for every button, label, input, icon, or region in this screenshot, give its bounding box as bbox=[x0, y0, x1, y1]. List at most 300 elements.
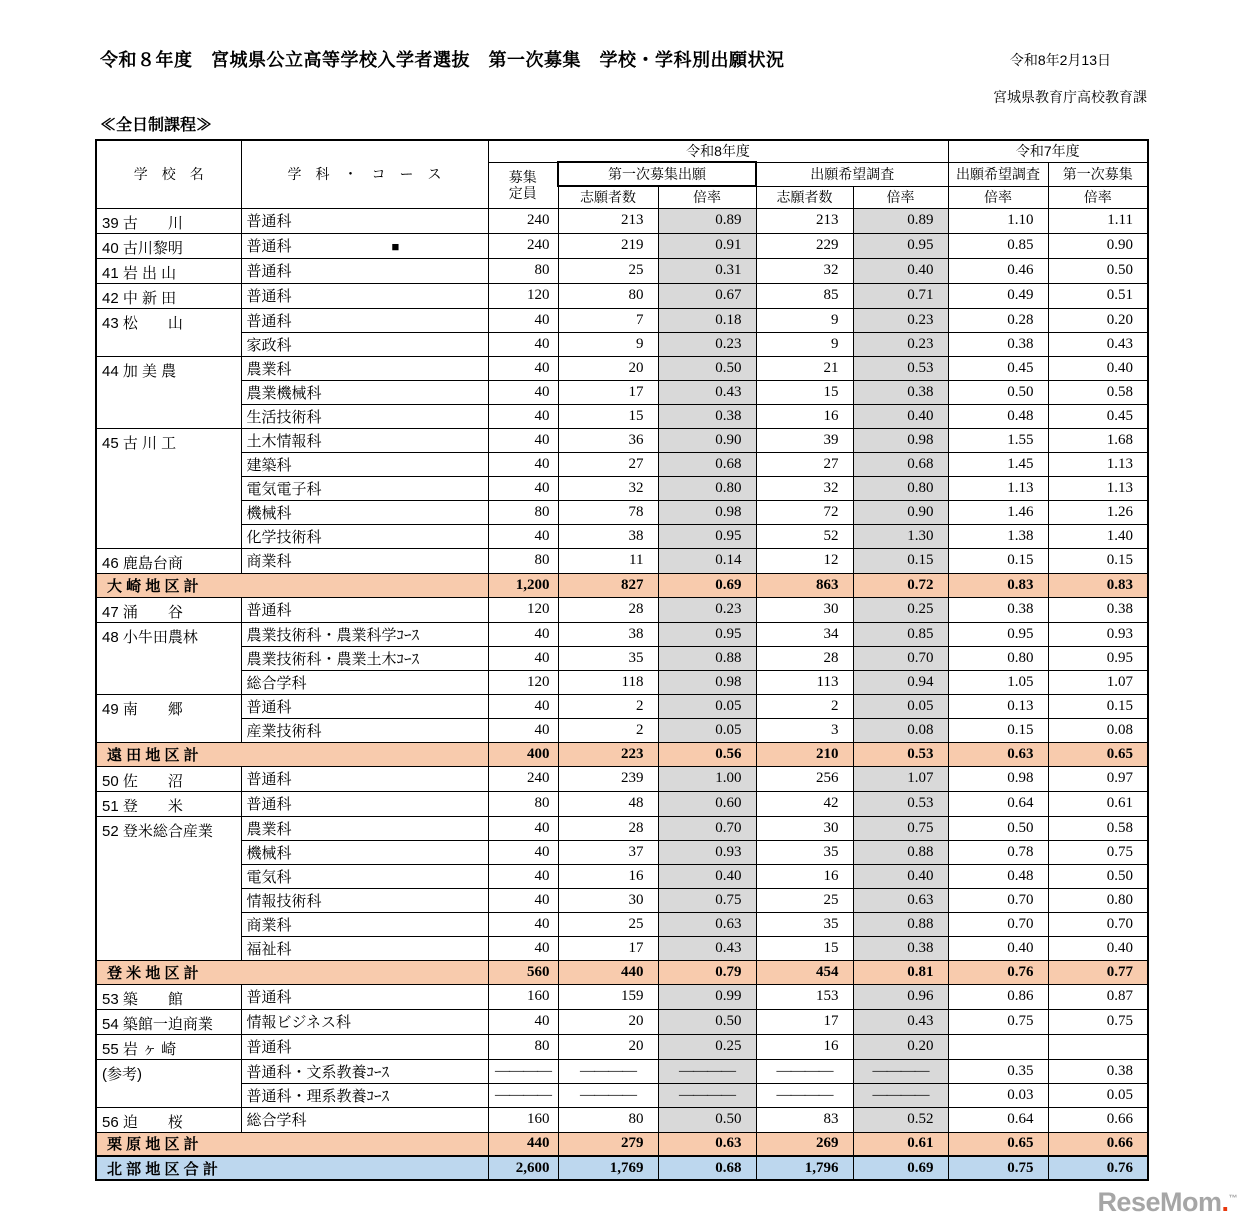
r7-first-ratio-cell: 0.15 bbox=[1048, 548, 1148, 573]
r7-survey-ratio-cell: 0.49 bbox=[948, 283, 1048, 308]
applicants-survey-cell: 35 bbox=[756, 840, 853, 864]
table-row bbox=[96, 308, 1148, 332]
header-course: 学 科 ・ コ ー ス bbox=[241, 140, 488, 208]
ratio-survey-cell: 0.85 bbox=[853, 622, 948, 646]
header-r7-first-ratio: 倍率 bbox=[1048, 186, 1148, 208]
document-date: 令和8年2月13日 bbox=[1009, 52, 1111, 68]
ratio-first-cell: 0.68 bbox=[658, 452, 756, 476]
ratio-first-cell: 0.88 bbox=[658, 646, 756, 670]
school-name-cell: 55 岩 ヶ 崎 bbox=[96, 1034, 241, 1059]
r7-survey-ratio-cell: 1.38 bbox=[948, 524, 1048, 548]
ratio-first-cell: 0.23 bbox=[658, 597, 756, 622]
course-cell: 土木情報科 bbox=[241, 428, 488, 452]
table-row bbox=[96, 1034, 1148, 1059]
capacity-cell: ―――― bbox=[488, 1083, 558, 1107]
total-label-cell: 栗 原 地 区 計 bbox=[96, 1132, 488, 1156]
table-header bbox=[96, 140, 1148, 208]
applicants-survey-cell: 52 bbox=[756, 524, 853, 548]
applicants-survey-cell: 85 bbox=[756, 283, 853, 308]
capacity-cell: 40 bbox=[488, 694, 558, 718]
school-name-cell: 43 松 山 bbox=[96, 308, 241, 356]
course-cell: 普通科 bbox=[241, 766, 488, 791]
applicants-survey-cell: 83 bbox=[756, 1107, 853, 1132]
capacity-cell: 2,600 bbox=[488, 1156, 558, 1180]
ratio-first-cell: 0.50 bbox=[658, 356, 756, 380]
r7-survey-ratio-cell: 0.65 bbox=[948, 1132, 1048, 1156]
header-capacity-line2: 定員 bbox=[508, 185, 537, 201]
r7-survey-ratio-cell: 0.45 bbox=[948, 356, 1048, 380]
ratio-survey-cell: 0.68 bbox=[853, 452, 948, 476]
table-row bbox=[96, 428, 1148, 452]
r7-survey-ratio-cell: 0.70 bbox=[948, 912, 1048, 936]
applicants-first-cell: 17 bbox=[558, 936, 658, 960]
school-name-cell: 48 小牛田農林 bbox=[96, 622, 241, 694]
ratio-first-cell: 0.63 bbox=[658, 1132, 756, 1156]
ratio-survey-cell: 0.61 bbox=[853, 1132, 948, 1156]
ratio-survey-cell: 0.52 bbox=[853, 1107, 948, 1132]
table-row bbox=[96, 984, 1148, 1009]
course-cell: 普通科 bbox=[241, 258, 488, 283]
applicants-survey-cell: 16 bbox=[756, 404, 853, 428]
applicants-survey-cell: 12 bbox=[756, 548, 853, 573]
capacity-cell: 80 bbox=[488, 500, 558, 524]
applicants-first-cell: 20 bbox=[558, 1009, 658, 1034]
table-row bbox=[96, 622, 1148, 646]
r7-first-ratio-cell: 0.80 bbox=[1048, 888, 1148, 912]
r7-survey-ratio-cell: 0.15 bbox=[948, 548, 1048, 573]
ratio-first-cell: 0.70 bbox=[658, 816, 756, 840]
capacity-cell: ―――― bbox=[488, 1059, 558, 1083]
r7-survey-ratio-cell: 0.40 bbox=[948, 936, 1048, 960]
header-wish-survey: 出願希望調査 bbox=[756, 162, 948, 186]
ratio-first-cell: 0.05 bbox=[658, 694, 756, 718]
r7-first-ratio-cell: 0.90 bbox=[1048, 233, 1148, 258]
r7-survey-ratio-cell: 0.80 bbox=[948, 646, 1048, 670]
course-cell: 農業技術科・農業土木ｺｰｽ bbox=[241, 646, 488, 670]
applicants-first-cell: 28 bbox=[558, 597, 658, 622]
header-year-r8: 令和8年度 bbox=[488, 140, 948, 162]
ratio-survey-cell: 0.25 bbox=[853, 597, 948, 622]
course-cell: 普通科・理系教養ｺｰｽ bbox=[241, 1083, 488, 1107]
course-cell: 普通科 bbox=[241, 597, 488, 622]
resemom-logo-dot: . bbox=[1221, 1187, 1229, 1217]
applicants-first-cell: 239 bbox=[558, 766, 658, 791]
r7-first-ratio-cell: 1.13 bbox=[1048, 476, 1148, 500]
school-name-cell: 42 中 新 田 bbox=[96, 283, 241, 308]
ratio-survey-cell: 0.05 bbox=[853, 694, 948, 718]
school-name-cell: 46 鹿島台商 bbox=[96, 548, 241, 573]
capacity-cell: 240 bbox=[488, 766, 558, 791]
header-ratio-survey: 倍率 bbox=[853, 186, 948, 208]
ratio-survey-cell: 0.96 bbox=[853, 984, 948, 1009]
applicants-survey-cell: 30 bbox=[756, 816, 853, 840]
r7-first-ratio-cell: 1.40 bbox=[1048, 524, 1148, 548]
table-row bbox=[96, 1083, 1148, 1107]
applicants-first-cell: 38 bbox=[558, 524, 658, 548]
applicants-survey-cell: 72 bbox=[756, 500, 853, 524]
applicants-survey-cell: 30 bbox=[756, 597, 853, 622]
capacity-cell: 40 bbox=[488, 864, 558, 888]
course-cell: 普通科 bbox=[241, 694, 488, 718]
capacity-cell: 560 bbox=[488, 960, 558, 984]
r7-survey-ratio-cell: 0.63 bbox=[948, 742, 1048, 766]
course-cell: 普通科 bbox=[241, 791, 488, 816]
school-name-cell: 45 古 川 工 bbox=[96, 428, 241, 548]
table-row bbox=[96, 452, 1148, 476]
course-cell: 生活技術科 bbox=[241, 404, 488, 428]
r7-first-ratio-cell: 0.95 bbox=[1048, 646, 1148, 670]
ratio-survey-cell: 0.23 bbox=[853, 308, 948, 332]
school-name-cell: 53 築 館 bbox=[96, 984, 241, 1009]
applicants-survey-cell: 229 bbox=[756, 233, 853, 258]
district-total-row bbox=[96, 1132, 1148, 1156]
total-label-cell: 北 部 地 区 合 計 bbox=[96, 1156, 488, 1180]
section-label: ≪全日制課程≫ bbox=[100, 117, 213, 134]
application-status-table bbox=[95, 139, 1149, 1181]
applicants-first-cell: 32 bbox=[558, 476, 658, 500]
ratio-survey-cell: 0.80 bbox=[853, 476, 948, 500]
r7-first-ratio-cell: 0.43 bbox=[1048, 332, 1148, 356]
issuing-department: 宮城県教育庁高校教育課 bbox=[993, 89, 1147, 105]
applicants-survey-cell: 39 bbox=[756, 428, 853, 452]
school-name-cell: (参考) bbox=[96, 1059, 241, 1107]
ratio-first-cell: 0.95 bbox=[658, 622, 756, 646]
applicants-survey-cell: 32 bbox=[756, 258, 853, 283]
applicants-first-cell: 11 bbox=[558, 548, 658, 573]
course-cell: 農業科 bbox=[241, 816, 488, 840]
ratio-first-cell: 0.93 bbox=[658, 840, 756, 864]
ratio-survey-cell: 0.75 bbox=[853, 816, 948, 840]
course-cell: 商業科 bbox=[241, 912, 488, 936]
ratio-survey-cell: 0.98 bbox=[853, 428, 948, 452]
r7-first-ratio-cell: 0.40 bbox=[1048, 936, 1148, 960]
table-row bbox=[96, 332, 1148, 356]
applicants-first-cell: 440 bbox=[558, 960, 658, 984]
ratio-survey-cell: 0.94 bbox=[853, 670, 948, 694]
course-cell: 産業技術科 bbox=[241, 718, 488, 742]
applicants-first-cell: 30 bbox=[558, 888, 658, 912]
table-row bbox=[96, 816, 1148, 840]
ratio-first-cell: 0.23 bbox=[658, 332, 756, 356]
course-cell: 建築科 bbox=[241, 452, 488, 476]
course-cell: 機械科 bbox=[241, 500, 488, 524]
ratio-first-cell: 0.43 bbox=[658, 380, 756, 404]
ratio-survey-cell: 0.23 bbox=[853, 332, 948, 356]
ratio-first-cell: 1.00 bbox=[658, 766, 756, 791]
r7-first-ratio-cell bbox=[1048, 1034, 1148, 1059]
r7-survey-ratio-cell: 0.13 bbox=[948, 694, 1048, 718]
course-cell: 福祉科 bbox=[241, 936, 488, 960]
r7-first-ratio-cell: 0.70 bbox=[1048, 912, 1148, 936]
table-row bbox=[96, 233, 1148, 258]
course-cell: 情報ビジネス科 bbox=[241, 1009, 488, 1034]
r7-survey-ratio-cell: 0.35 bbox=[948, 1059, 1048, 1083]
total-label-cell: 大 崎 地 区 計 bbox=[96, 573, 488, 597]
course-cell: 家政科 bbox=[241, 332, 488, 356]
header-year-r7: 令和7年度 bbox=[948, 140, 1148, 162]
ratio-survey-cell: 0.72 bbox=[853, 573, 948, 597]
ratio-first-cell: 0.50 bbox=[658, 1107, 756, 1132]
ratio-first-cell: 0.40 bbox=[658, 864, 756, 888]
table-row bbox=[96, 888, 1148, 912]
r7-first-ratio-cell: 0.87 bbox=[1048, 984, 1148, 1009]
applicants-survey-cell: 16 bbox=[756, 864, 853, 888]
course-cell: 普通科 ■ bbox=[241, 233, 488, 258]
table-row bbox=[96, 646, 1148, 670]
applicants-survey-cell: 1,796 bbox=[756, 1156, 853, 1180]
ratio-survey-cell: 0.53 bbox=[853, 791, 948, 816]
applicants-first-cell: 37 bbox=[558, 840, 658, 864]
r7-survey-ratio-cell bbox=[948, 1034, 1048, 1059]
capacity-cell: 400 bbox=[488, 742, 558, 766]
capacity-cell: 40 bbox=[488, 428, 558, 452]
table-body bbox=[96, 208, 1148, 1180]
r7-first-ratio-cell: 0.66 bbox=[1048, 1107, 1148, 1132]
course-cell: 普通科 bbox=[241, 308, 488, 332]
r7-first-ratio-cell: 0.58 bbox=[1048, 816, 1148, 840]
document-meta bbox=[993, 50, 1147, 107]
applicants-first-cell: 2 bbox=[558, 694, 658, 718]
header-school-name: 学 校 名 bbox=[96, 140, 241, 208]
r7-survey-ratio-cell: 0.78 bbox=[948, 840, 1048, 864]
header-applicants-first: 志願者数 bbox=[558, 186, 658, 208]
resemom-trademark-icon: ™ bbox=[1228, 1193, 1237, 1203]
ratio-survey-cell: 0.53 bbox=[853, 742, 948, 766]
school-name-cell: 56 迫 桜 bbox=[96, 1107, 241, 1132]
r7-survey-ratio-cell: 0.98 bbox=[948, 766, 1048, 791]
table-row bbox=[96, 864, 1148, 888]
applicants-survey-cell: 113 bbox=[756, 670, 853, 694]
ratio-first-cell: 0.14 bbox=[658, 548, 756, 573]
applicants-first-cell: 2 bbox=[558, 718, 658, 742]
capacity-cell: 160 bbox=[488, 984, 558, 1009]
applicants-survey-cell: 213 bbox=[756, 208, 853, 233]
applicants-first-cell: 223 bbox=[558, 742, 658, 766]
applicants-first-cell: 827 bbox=[558, 573, 658, 597]
ratio-survey-cell: 0.08 bbox=[853, 718, 948, 742]
applicants-survey-cell: ―――― bbox=[756, 1059, 853, 1083]
school-name-cell: 41 岩 出 山 bbox=[96, 258, 241, 283]
r7-first-ratio-cell: 1.13 bbox=[1048, 452, 1148, 476]
r7-first-ratio-cell: 0.05 bbox=[1048, 1083, 1148, 1107]
r7-survey-ratio-cell: 0.03 bbox=[948, 1083, 1048, 1107]
r7-first-ratio-cell: 0.40 bbox=[1048, 356, 1148, 380]
applicants-survey-cell: 35 bbox=[756, 912, 853, 936]
applicants-survey-cell: 16 bbox=[756, 1034, 853, 1059]
applicants-survey-cell: 454 bbox=[756, 960, 853, 984]
applicants-first-cell: 17 bbox=[558, 380, 658, 404]
ratio-survey-cell: 0.81 bbox=[853, 960, 948, 984]
ratio-first-cell: ―――― bbox=[658, 1083, 756, 1107]
r7-first-ratio-cell: 1.07 bbox=[1048, 670, 1148, 694]
applicants-survey-cell: 17 bbox=[756, 1009, 853, 1034]
ratio-survey-cell: 0.90 bbox=[853, 500, 948, 524]
r7-first-ratio-cell: 0.38 bbox=[1048, 1059, 1148, 1083]
school-name-cell: 39 古 川 bbox=[96, 208, 241, 233]
ratio-survey-cell: 0.40 bbox=[853, 864, 948, 888]
r7-survey-ratio-cell: 0.86 bbox=[948, 984, 1048, 1009]
table-row bbox=[96, 936, 1148, 960]
table-row bbox=[96, 380, 1148, 404]
course-cell: 普通科・文系教養ｺｰｽ bbox=[241, 1059, 488, 1083]
capacity-cell: 80 bbox=[488, 1034, 558, 1059]
applicants-survey-cell: 2 bbox=[756, 694, 853, 718]
school-name-cell: 54 築館一迫商業 bbox=[96, 1009, 241, 1034]
district-total-row bbox=[96, 960, 1148, 984]
applicants-survey-cell: 15 bbox=[756, 380, 853, 404]
r7-first-ratio-cell: 0.75 bbox=[1048, 1009, 1148, 1034]
table-row bbox=[96, 404, 1148, 428]
ratio-first-cell: 0.90 bbox=[658, 428, 756, 452]
ratio-first-cell: 0.99 bbox=[658, 984, 756, 1009]
resemom-logo bbox=[1097, 1187, 1237, 1218]
applicants-first-cell: 36 bbox=[558, 428, 658, 452]
r7-survey-ratio-cell: 1.55 bbox=[948, 428, 1048, 452]
applicants-survey-cell: 21 bbox=[756, 356, 853, 380]
applicants-first-cell: 25 bbox=[558, 258, 658, 283]
ratio-survey-cell: 0.63 bbox=[853, 888, 948, 912]
ratio-first-cell: 0.60 bbox=[658, 791, 756, 816]
header-r7-first: 第一次募集 bbox=[1048, 162, 1148, 186]
applicants-first-cell: 15 bbox=[558, 404, 658, 428]
course-cell: 総合学科 bbox=[241, 670, 488, 694]
capacity-cell: 40 bbox=[488, 380, 558, 404]
table-row bbox=[96, 718, 1148, 742]
ratio-survey-cell: 0.38 bbox=[853, 936, 948, 960]
r7-first-ratio-cell: 1.11 bbox=[1048, 208, 1148, 233]
course-cell: 機械科 bbox=[241, 840, 488, 864]
capacity-cell: 40 bbox=[488, 1009, 558, 1034]
r7-survey-ratio-cell: 1.45 bbox=[948, 452, 1048, 476]
course-cell: 情報技術科 bbox=[241, 888, 488, 912]
ratio-survey-cell: 1.30 bbox=[853, 524, 948, 548]
applicants-first-cell: 80 bbox=[558, 283, 658, 308]
ratio-first-cell: 0.05 bbox=[658, 718, 756, 742]
table-row bbox=[96, 766, 1148, 791]
applicants-first-cell: 118 bbox=[558, 670, 658, 694]
ratio-survey-cell: 0.70 bbox=[853, 646, 948, 670]
district-total-row bbox=[96, 573, 1148, 597]
header-ratio-first: 倍率 bbox=[658, 186, 756, 208]
ratio-first-cell: 0.50 bbox=[658, 1009, 756, 1034]
ratio-first-cell: 0.63 bbox=[658, 912, 756, 936]
ratio-first-cell: 0.79 bbox=[658, 960, 756, 984]
capacity-cell: 40 bbox=[488, 452, 558, 476]
capacity-cell: 40 bbox=[488, 646, 558, 670]
applicants-survey-cell: ―――― bbox=[756, 1083, 853, 1107]
course-cell: 普通科 bbox=[241, 984, 488, 1009]
applicants-first-cell: 25 bbox=[558, 912, 658, 936]
ratio-first-cell: 0.98 bbox=[658, 500, 756, 524]
r7-survey-ratio-cell: 0.95 bbox=[948, 622, 1048, 646]
ratio-first-cell: 0.80 bbox=[658, 476, 756, 500]
capacity-cell: 40 bbox=[488, 936, 558, 960]
ratio-first-cell: ―――― bbox=[658, 1059, 756, 1083]
header-r7-survey-ratio: 倍率 bbox=[948, 186, 1048, 208]
applicants-survey-cell: 210 bbox=[756, 742, 853, 766]
ratio-survey-cell: 0.38 bbox=[853, 380, 948, 404]
course-cell: 化学技術科 bbox=[241, 524, 488, 548]
table-row bbox=[96, 548, 1148, 573]
r7-survey-ratio-cell: 0.75 bbox=[948, 1156, 1048, 1180]
capacity-cell: 440 bbox=[488, 1132, 558, 1156]
r7-first-ratio-cell: 0.38 bbox=[1048, 597, 1148, 622]
table-row bbox=[96, 791, 1148, 816]
applicants-survey-cell: 256 bbox=[756, 766, 853, 791]
ratio-first-cell: 0.68 bbox=[658, 1156, 756, 1180]
table-row bbox=[96, 476, 1148, 500]
table-row bbox=[96, 283, 1148, 308]
applicants-first-cell: 28 bbox=[558, 816, 658, 840]
ratio-first-cell: 0.69 bbox=[658, 573, 756, 597]
ratio-first-cell: 0.31 bbox=[658, 258, 756, 283]
ratio-first-cell: 0.56 bbox=[658, 742, 756, 766]
table-row bbox=[96, 1009, 1148, 1034]
course-cell: 普通科 bbox=[241, 208, 488, 233]
r7-survey-ratio-cell: 0.83 bbox=[948, 573, 1048, 597]
applicants-first-cell: 35 bbox=[558, 646, 658, 670]
capacity-cell: 80 bbox=[488, 791, 558, 816]
ratio-survey-cell: 0.89 bbox=[853, 208, 948, 233]
capacity-cell: 120 bbox=[488, 597, 558, 622]
school-name-cell: 47 涌 谷 bbox=[96, 597, 241, 622]
r7-first-ratio-cell: 0.45 bbox=[1048, 404, 1148, 428]
ratio-first-cell: 0.91 bbox=[658, 233, 756, 258]
r7-survey-ratio-cell: 0.28 bbox=[948, 308, 1048, 332]
ratio-first-cell: 0.89 bbox=[658, 208, 756, 233]
ratio-survey-cell: 0.40 bbox=[853, 258, 948, 283]
r7-first-ratio-cell: 0.61 bbox=[1048, 791, 1148, 816]
applicants-first-cell: 20 bbox=[558, 356, 658, 380]
r7-first-ratio-cell: 0.77 bbox=[1048, 960, 1148, 984]
r7-survey-ratio-cell: 0.64 bbox=[948, 1107, 1048, 1132]
course-cell: 電気電子科 bbox=[241, 476, 488, 500]
table-row bbox=[96, 694, 1148, 718]
ratio-survey-cell: 0.95 bbox=[853, 233, 948, 258]
r7-survey-ratio-cell: 0.50 bbox=[948, 380, 1048, 404]
r7-survey-ratio-cell: 0.48 bbox=[948, 404, 1048, 428]
school-name-cell: 49 南 郷 bbox=[96, 694, 241, 742]
r7-first-ratio-cell: 0.75 bbox=[1048, 840, 1148, 864]
r7-first-ratio-cell: 0.66 bbox=[1048, 1132, 1148, 1156]
table-row bbox=[96, 597, 1148, 622]
applicants-survey-cell: 269 bbox=[756, 1132, 853, 1156]
course-cell: 総合学科 bbox=[241, 1107, 488, 1132]
ratio-first-cell: 0.95 bbox=[658, 524, 756, 548]
capacity-cell: 80 bbox=[488, 548, 558, 573]
table-row bbox=[96, 912, 1148, 936]
r7-first-ratio-cell: 0.15 bbox=[1048, 694, 1148, 718]
r7-first-ratio-cell: 1.68 bbox=[1048, 428, 1148, 452]
capacity-cell: 160 bbox=[488, 1107, 558, 1132]
ratio-first-cell: 0.75 bbox=[658, 888, 756, 912]
r7-survey-ratio-cell: 1.05 bbox=[948, 670, 1048, 694]
r7-survey-ratio-cell: 0.64 bbox=[948, 791, 1048, 816]
ratio-survey-cell: 0.88 bbox=[853, 912, 948, 936]
r7-survey-ratio-cell: 0.15 bbox=[948, 718, 1048, 742]
r7-survey-ratio-cell: 0.46 bbox=[948, 258, 1048, 283]
page-title: 令和８年度 宮城県公立高等学校入学者選抜 第一次募集 学校・学科別出願状況 bbox=[100, 50, 785, 70]
total-label-cell: 遠 田 地 区 計 bbox=[96, 742, 488, 766]
r7-first-ratio-cell: 0.65 bbox=[1048, 742, 1148, 766]
grand-total-row bbox=[96, 1156, 1148, 1180]
r7-first-ratio-cell: 0.50 bbox=[1048, 258, 1148, 283]
applicants-survey-cell: 863 bbox=[756, 573, 853, 597]
capacity-cell: 120 bbox=[488, 283, 558, 308]
r7-first-ratio-cell: 0.97 bbox=[1048, 766, 1148, 791]
header-row-years bbox=[96, 140, 1148, 162]
r7-survey-ratio-cell: 1.10 bbox=[948, 208, 1048, 233]
